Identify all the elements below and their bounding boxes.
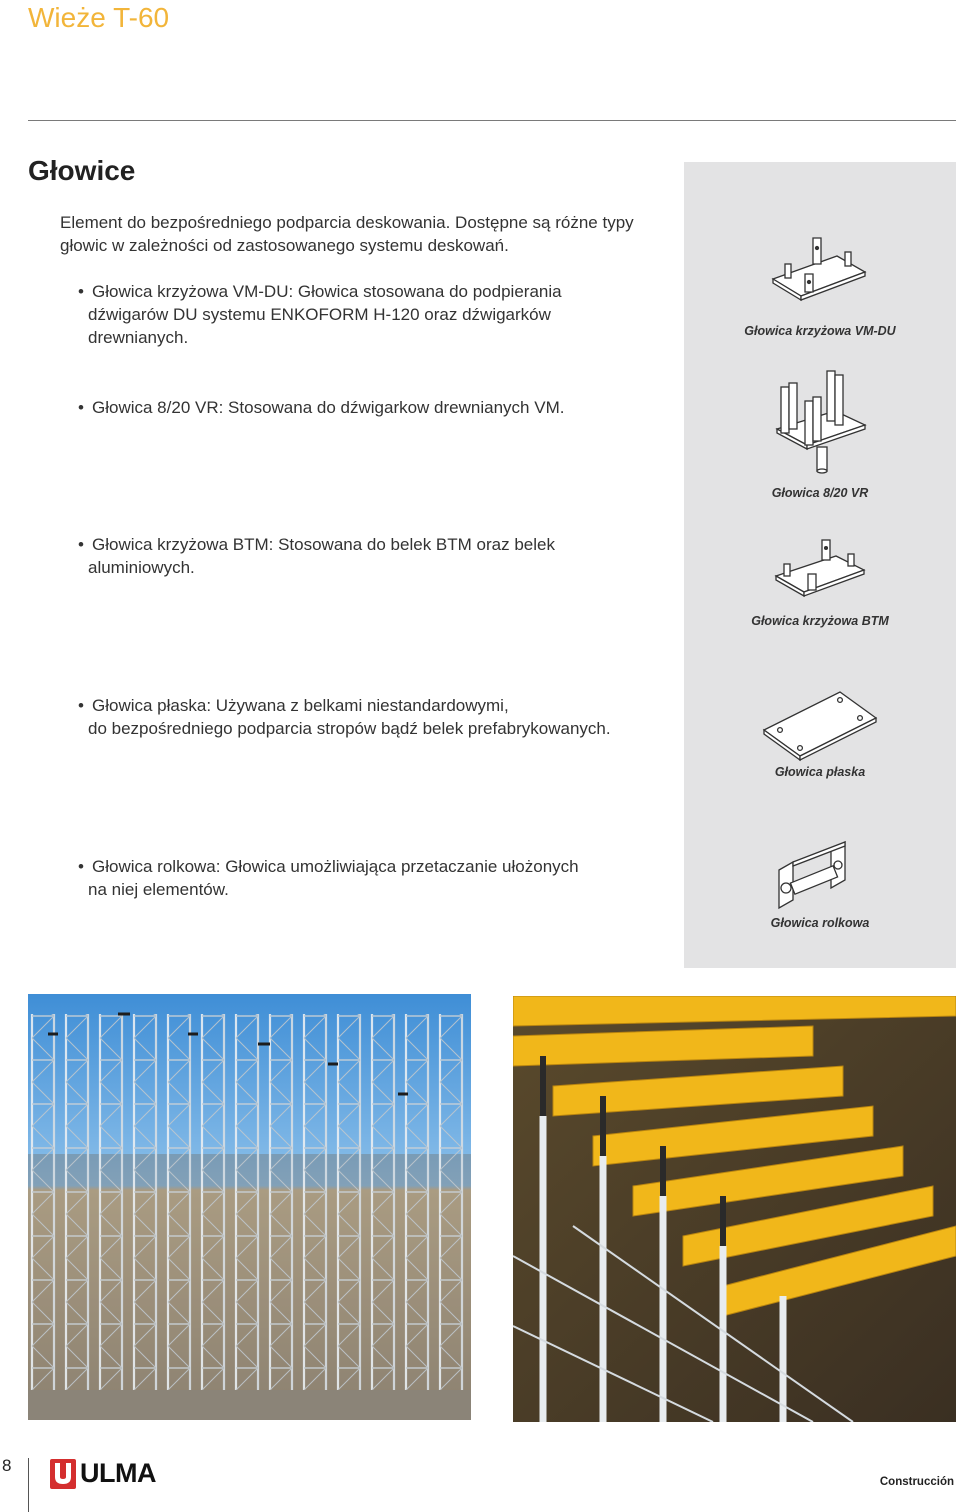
bullet-item-vm-du: • Głowica krzyżowa VM-DU: Głowica stosowana do podpierania dźwigarów DU systemu ENKOFORM H-120 oraz dźwigarków drewnianych. <box>78 282 562 347</box>
flat-head-drawing <box>684 688 956 762</box>
document-header-title: Wieże T-60 <box>28 2 170 33</box>
figures-panel <box>684 162 956 968</box>
figure-caption: Głowica krzyżowa BTM <box>751 614 889 628</box>
ulma-logo <box>50 1458 156 1489</box>
intro-paragraph: Element do bezpośredniego podparcia deskowania. Dostępne są różne typy głowic w zależności od zastosowanego systemu deskowań. <box>60 213 634 255</box>
formwork-props-photo <box>513 996 956 1422</box>
scaffolding-towers-photo <box>28 994 471 1420</box>
company-name: Construcción <box>879 1476 954 1488</box>
header-divider <box>28 120 956 121</box>
cross-head-btm-drawing <box>684 536 956 602</box>
figure-caption: Głowica krzyżowa VM-DU <box>744 324 896 338</box>
bullet-dot: • <box>78 857 84 876</box>
section-title: Głowice <box>28 155 136 186</box>
bullet-dot: • <box>78 398 84 417</box>
figure-caption: Głowica 8/20 VR <box>771 486 869 500</box>
brand-name: ULMA <box>80 1458 156 1488</box>
figure-caption: Głowica płaska <box>774 765 866 779</box>
cross-head-vm-du-drawing <box>684 234 956 314</box>
bullet-item-8-20-vr: • Głowica 8/20 VR: Stosowana do dźwigarkow drewnianych VM. <box>78 398 565 417</box>
bullet-dot: • <box>78 696 84 715</box>
bullet-item-roller: • Głowica rolkowa: Głowica umożliwiająca przetaczanie ułożonych na niej elementów. <box>78 857 579 899</box>
ulma-logo-icon <box>50 1459 76 1489</box>
bullet-item-flat: • Głowica płaska: Używana z belkami niestandardowymi, do bezpośredniego podparcia stropów bądź belek prefabrykowanych. <box>78 696 611 738</box>
page-number: 8 <box>2 1456 12 1475</box>
roller-head-drawing <box>684 838 956 912</box>
bullet-dot: • <box>78 535 84 554</box>
figure-caption: Głowica rolkowa <box>770 916 870 930</box>
footer-divider <box>28 1458 29 1512</box>
bullet-dot: • <box>78 282 84 301</box>
bullet-item-btm: • Głowica krzyżowa BTM: Stosowana do belek BTM oraz belek aluminiowych. <box>78 535 555 577</box>
head-8-20-vr-drawing <box>684 367 956 479</box>
